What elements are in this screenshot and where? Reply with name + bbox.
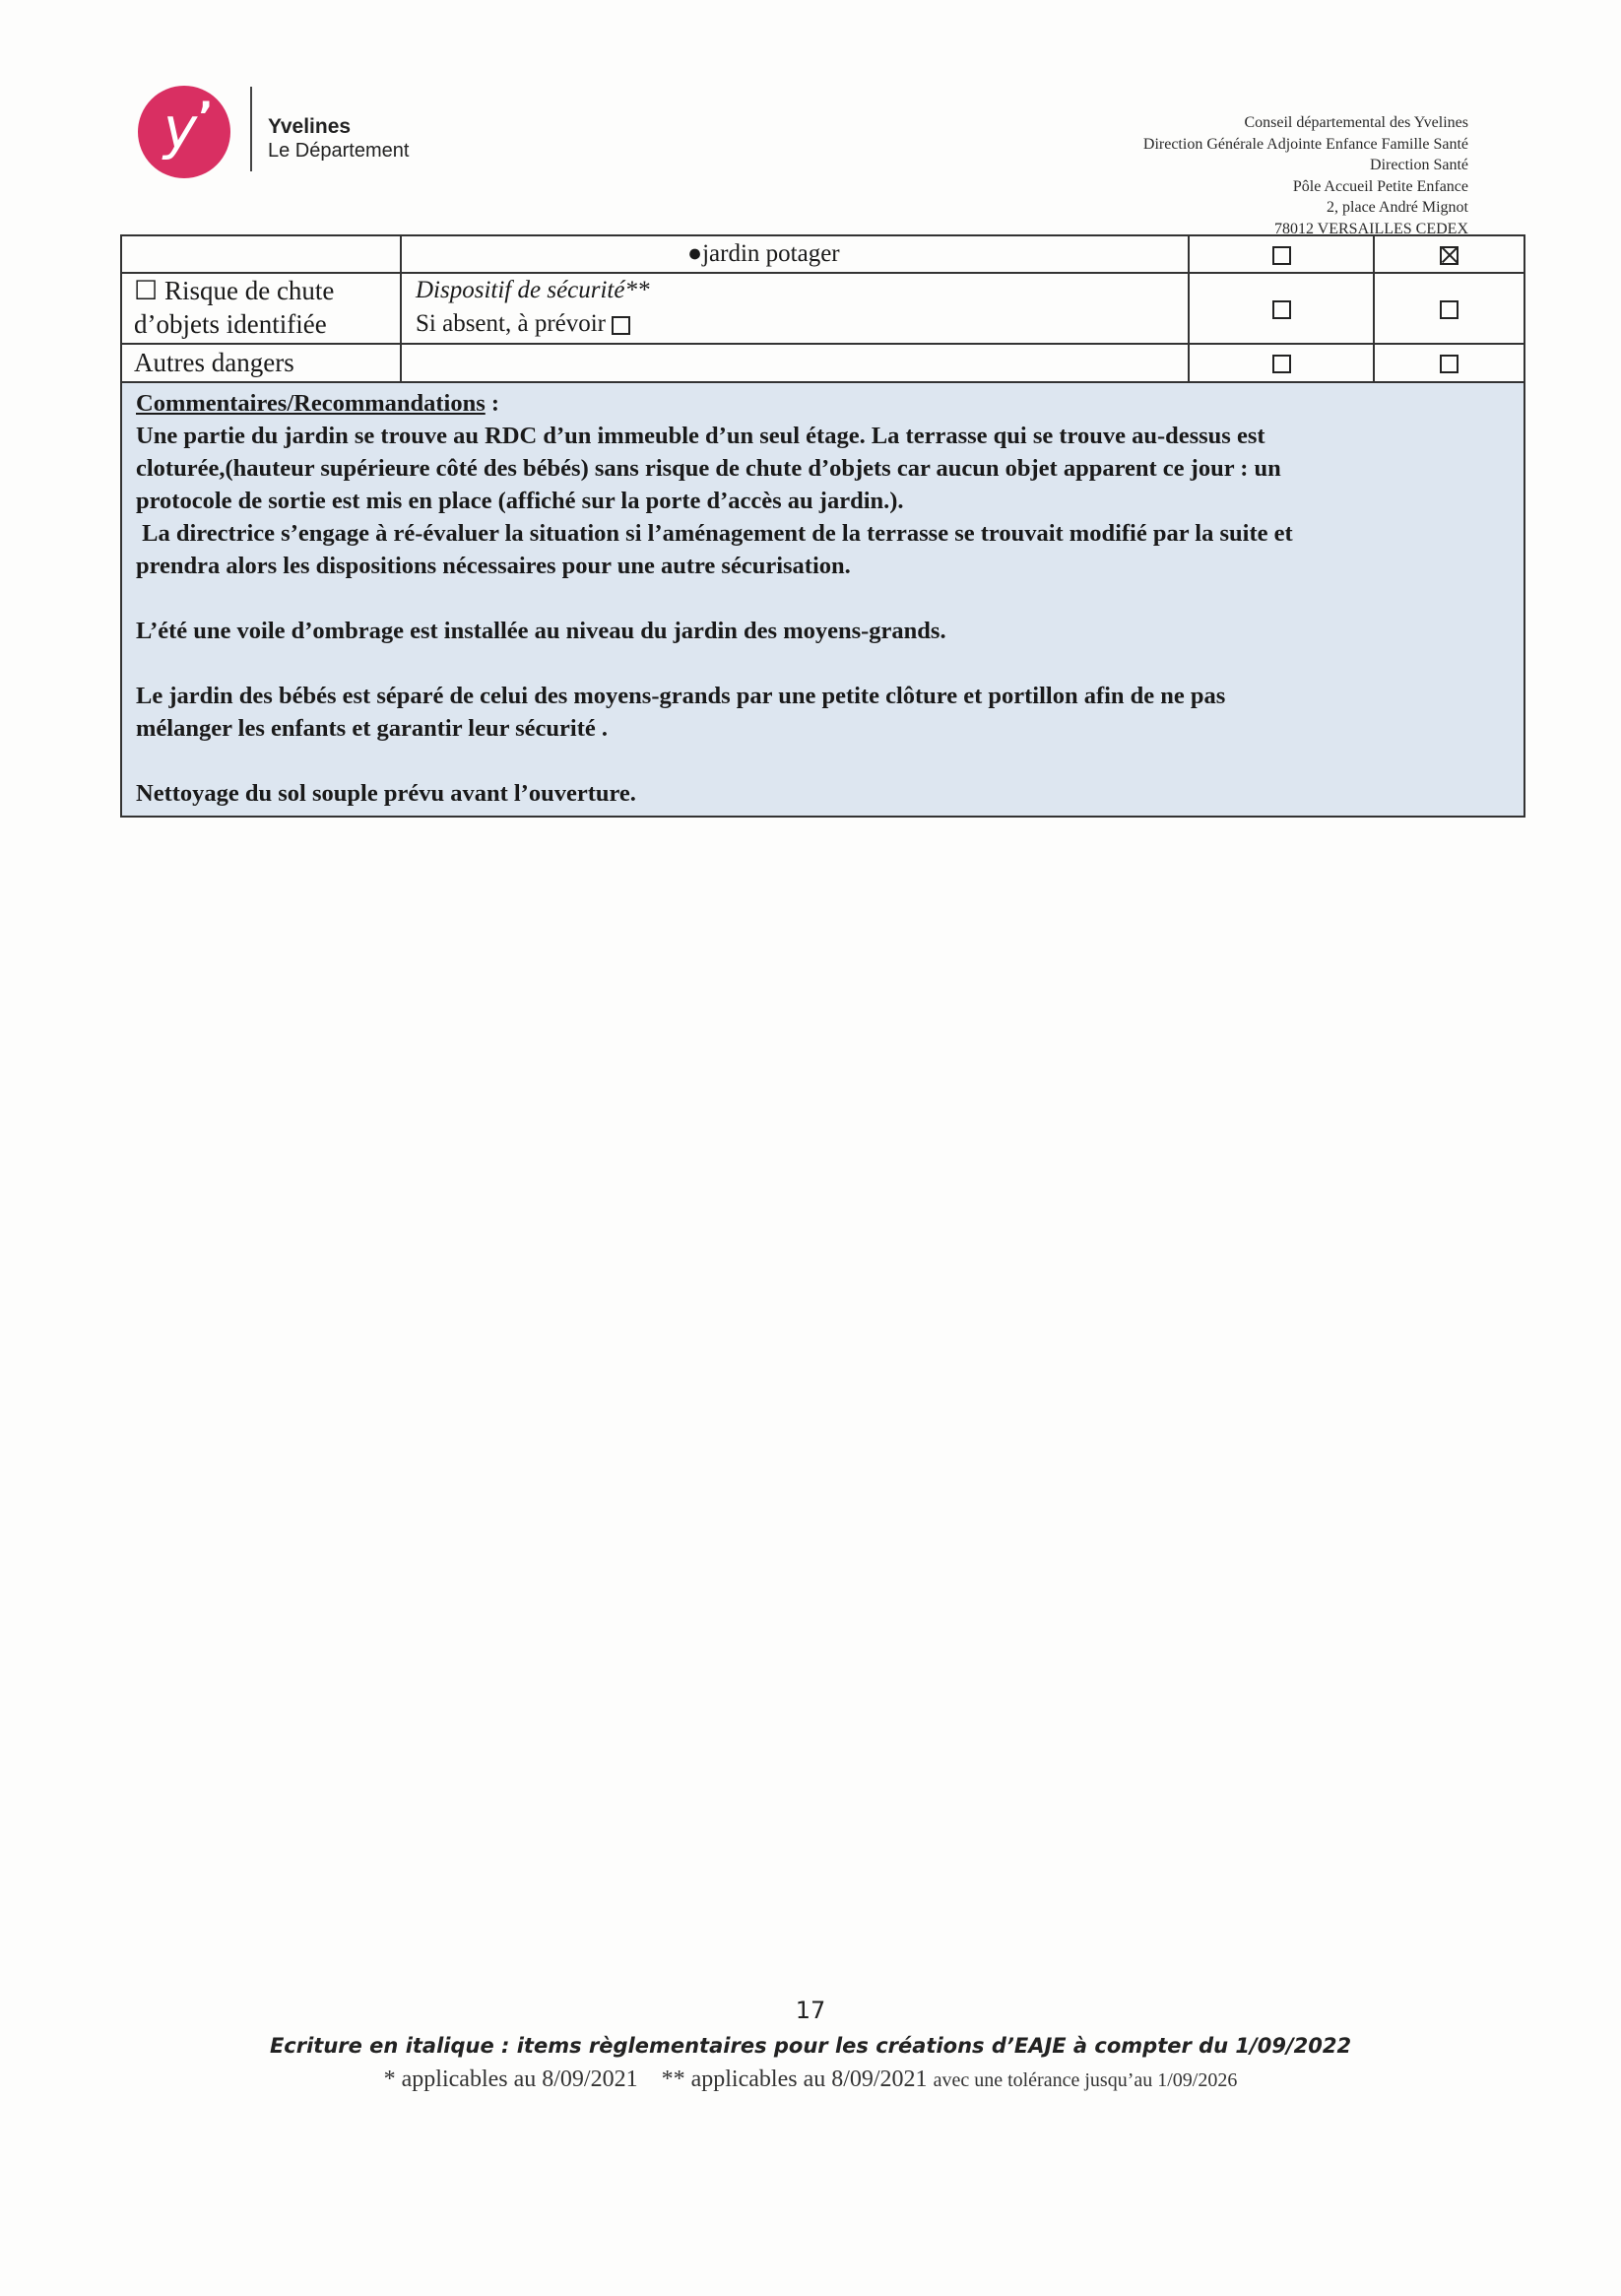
comments-cell <box>121 382 1524 817</box>
checkbox-if-absent[interactable] <box>612 316 630 335</box>
checkbox-risque-col3[interactable] <box>1272 300 1291 319</box>
comment-line: Le jardin des bébés est séparé de celui des moyens-grands par une petite clôture et portillon afin de ne pas <box>136 683 1226 709</box>
if-absent-line <box>402 307 1188 341</box>
item-jardin-potager: ●jardin potager <box>687 240 840 267</box>
checkbox-risque-col4[interactable] <box>1440 300 1459 319</box>
spacer <box>136 647 1514 680</box>
comments-heading <box>136 387 1514 420</box>
brand-subtitle: Le Département <box>268 140 410 162</box>
table-cell <box>401 235 1189 273</box>
spacer <box>136 745 1514 777</box>
footnote-double-star: ** applicables au 8/09/2021 <box>661 2066 928 2092</box>
table-cell <box>1189 344 1374 382</box>
table-cell <box>1189 235 1374 273</box>
table-cell <box>1189 273 1374 344</box>
table-row <box>121 235 1524 273</box>
checkbox-potager-col3[interactable] <box>1272 246 1291 265</box>
table-cell <box>1374 273 1524 344</box>
footnote-star: * applicables au 8/09/2021 <box>383 2066 638 2092</box>
comment-line: cloturée,(hauteur supérieure côté des bébés) sans risque de chute d’objets car aucun objet apparent ce jour : un <box>136 455 1281 482</box>
checkbox-autres-col3[interactable] <box>1272 355 1291 373</box>
address-line: Direction Santé <box>1370 157 1468 173</box>
comment-line: L’été une voile d’ombrage est installée au niveau du jardin des moyens-grands. <box>136 618 946 644</box>
comment-line: mélanger les enfants et garantir leur sécurité . <box>136 715 609 742</box>
comments-row <box>121 382 1524 817</box>
address-line: Pôle Accueil Petite Enfance <box>1292 177 1468 195</box>
address-line: 78012 VERSAILLES CEDEX <box>1273 220 1468 237</box>
checkbox-potager-col4[interactable] <box>1440 246 1459 265</box>
comment-line: prendra alors les dispositions nécessaires pour une autre sécurisation. <box>136 553 851 579</box>
table-cell <box>121 235 401 273</box>
logo-divider <box>250 87 252 171</box>
table-cell <box>1374 344 1524 382</box>
comment-line: Nettoyage du sol souple prévu avant l’ouverture. <box>136 780 636 807</box>
address-line: Conseil départemental des Yvelines <box>1244 114 1468 131</box>
logo-glyph: y <box>162 95 198 162</box>
table-cell <box>121 273 401 344</box>
address-block <box>1143 112 1468 239</box>
risk-label-line2: d’objets identifiée <box>134 309 327 339</box>
footnote-tolerance: avec une tolérance jusqu’au 1/09/2026 <box>933 2069 1238 2091</box>
table-cell <box>121 344 401 382</box>
table-cell <box>401 273 1189 344</box>
table-row <box>121 344 1524 382</box>
comments-title: Commentaires/Recommandations <box>136 390 486 417</box>
brand-name: Yvelines <box>268 115 352 138</box>
if-absent-label: Si absent, à prévoir <box>416 310 607 337</box>
safety-device-label: Dispositif de sécurité** <box>416 277 650 303</box>
page-number: 17 <box>795 1997 826 2024</box>
comment-line: protocole de sortie est mis en place (affiché sur la porte d’accès au jardin.). <box>136 488 904 514</box>
address-line: Direction Générale Adjointe Enfance Famille Santé <box>1142 135 1468 153</box>
comment-line: Une partie du jardin se trouve au RDC d’un immeuble d’un seul étage. La terrasse qui se trouve au-dessus est <box>136 423 1265 449</box>
risk-label-line1: ☐ Risque de chute <box>134 276 335 305</box>
address-line: 2, place André Mignot <box>1327 199 1468 216</box>
table-row <box>121 273 1524 344</box>
logo-apostrophe: ’ <box>198 95 214 140</box>
comments-title-suffix: : <box>485 390 500 417</box>
checkbox-autres-col4[interactable] <box>1440 355 1459 373</box>
spacer <box>136 582 1514 615</box>
footnote-italic-items: Ecriture en italique : items règlementaires pour les créations d’EAJE à compter du 1/09/2022 <box>269 2034 1352 2058</box>
comment-line: La directrice s’engage à ré-évaluer la situation si l’aménagement de la terrasse se trouvait modifié par la suite et <box>136 520 1293 547</box>
safety-checklist-table <box>120 234 1525 818</box>
table-cell <box>401 344 1189 382</box>
yvelines-logo <box>137 85 231 179</box>
table-cell <box>1374 235 1524 273</box>
footnote-applicability <box>0 2066 1621 2093</box>
other-dangers-label: Autres dangers <box>134 348 294 377</box>
